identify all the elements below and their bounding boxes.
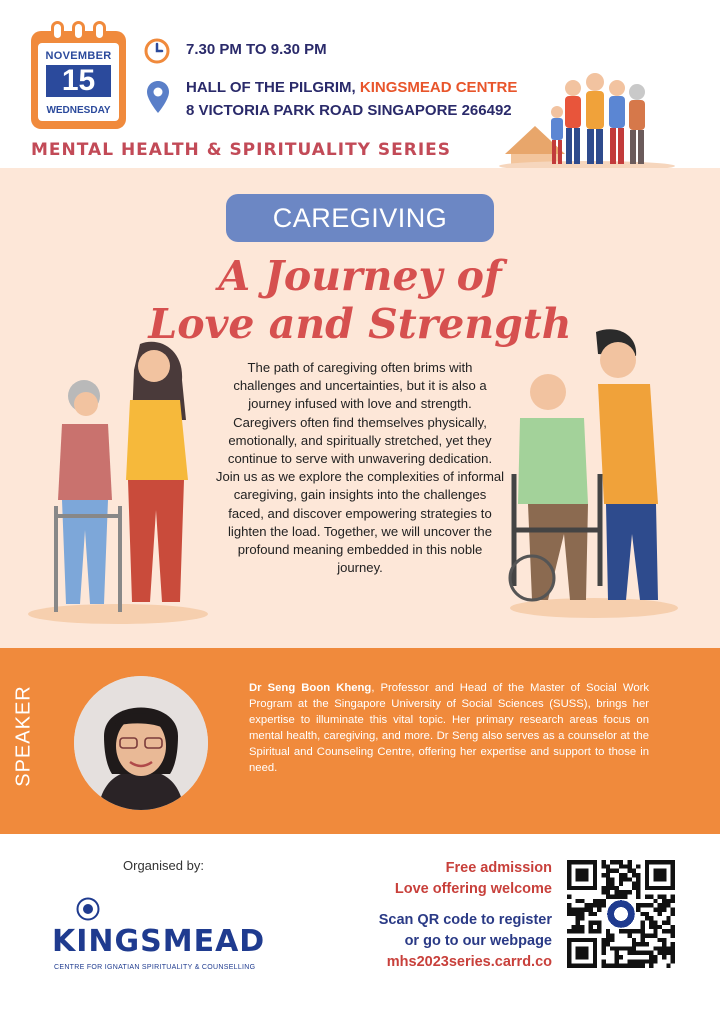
kingsmead-subtitle: CENTRE FOR IGNATIAN SPIRITUALITY & COUNSELLING bbox=[54, 964, 256, 971]
scan-qr-text: Scan QR code to register bbox=[378, 912, 552, 928]
webpage-prompt-text: or go to our webpage bbox=[404, 933, 552, 949]
category-badge: CAREGIVING bbox=[226, 194, 494, 242]
event-time: 7.30 PM TO 9.30 PM bbox=[186, 41, 327, 58]
organised-by-label: Organised by: bbox=[123, 858, 204, 873]
speaker-name: Dr Seng Boon Kheng bbox=[249, 682, 372, 694]
series-title: MENTAL HEALTH & SPIRITUALITY SERIES bbox=[31, 140, 452, 160]
kingsmead-wordmark: KINGSMEAD bbox=[52, 924, 266, 959]
event-month: NOVEMBER bbox=[45, 50, 112, 62]
love-offering-text: Love offering welcome bbox=[394, 881, 552, 897]
kingsmead-logo bbox=[44, 896, 284, 972]
webpage-url-link[interactable]: mhs2023series.carrd.co bbox=[386, 954, 552, 970]
headline-line-2: Love and Strength bbox=[148, 300, 572, 348]
caregiver-walker-illustration bbox=[22, 330, 214, 626]
venue-address: 8 VICTORIA PARK ROAD SINGAPORE 266492 bbox=[186, 102, 512, 119]
headline-line-1: A Journey of bbox=[218, 252, 502, 300]
event-weekday: WEDNESDAY bbox=[46, 105, 111, 116]
speaker-photo bbox=[74, 676, 208, 810]
free-admission-text: Free admission bbox=[445, 860, 552, 876]
speaker-label: SPEAKER bbox=[12, 685, 35, 787]
location-pin-icon bbox=[146, 80, 170, 114]
venue-line bbox=[186, 79, 517, 96]
calendar-icon bbox=[31, 21, 126, 129]
caregiver-wheelchair-illustration bbox=[508, 324, 680, 620]
speaker-bio bbox=[249, 680, 649, 777]
clock-icon bbox=[143, 37, 171, 65]
kingsmead-emblem-icon bbox=[76, 896, 100, 922]
event-day: 15 bbox=[46, 65, 111, 97]
event-description: The path of caregiving often brims with challenges and uncertainties, but it is also a journey infused with love and strength. Caregivers often find themselves physically, emotionally, and spiritually stretched, yet they continue to serve with unwavering dedication. Join us as we explore the complexities of informal caregiving, gain insights into the challenges faced, and discover empowering strategies to lighten the load. Together, we will uncover the profound meaning embedded in this noble journey. bbox=[215, 360, 505, 576]
venue-prefix: HALL OF THE PILGRIM, bbox=[186, 79, 356, 96]
family-illustration bbox=[495, 62, 675, 170]
qr-code[interactable] bbox=[567, 860, 675, 968]
venue-highlight: KINGSMEAD CENTRE bbox=[359, 79, 518, 96]
speaker-bio-text: , Professor and Head of the Master of Social Work Program at the Singapore University of Social Sciences (SUSS), brings her expertise to illuminate this vital topic. Her primary research areas focus on mental health, caregiving, and more. Dr Seng also serves as a counselor at the Spiritual and Counseling Centre, offering her expertise and support to those in need. bbox=[249, 682, 650, 775]
